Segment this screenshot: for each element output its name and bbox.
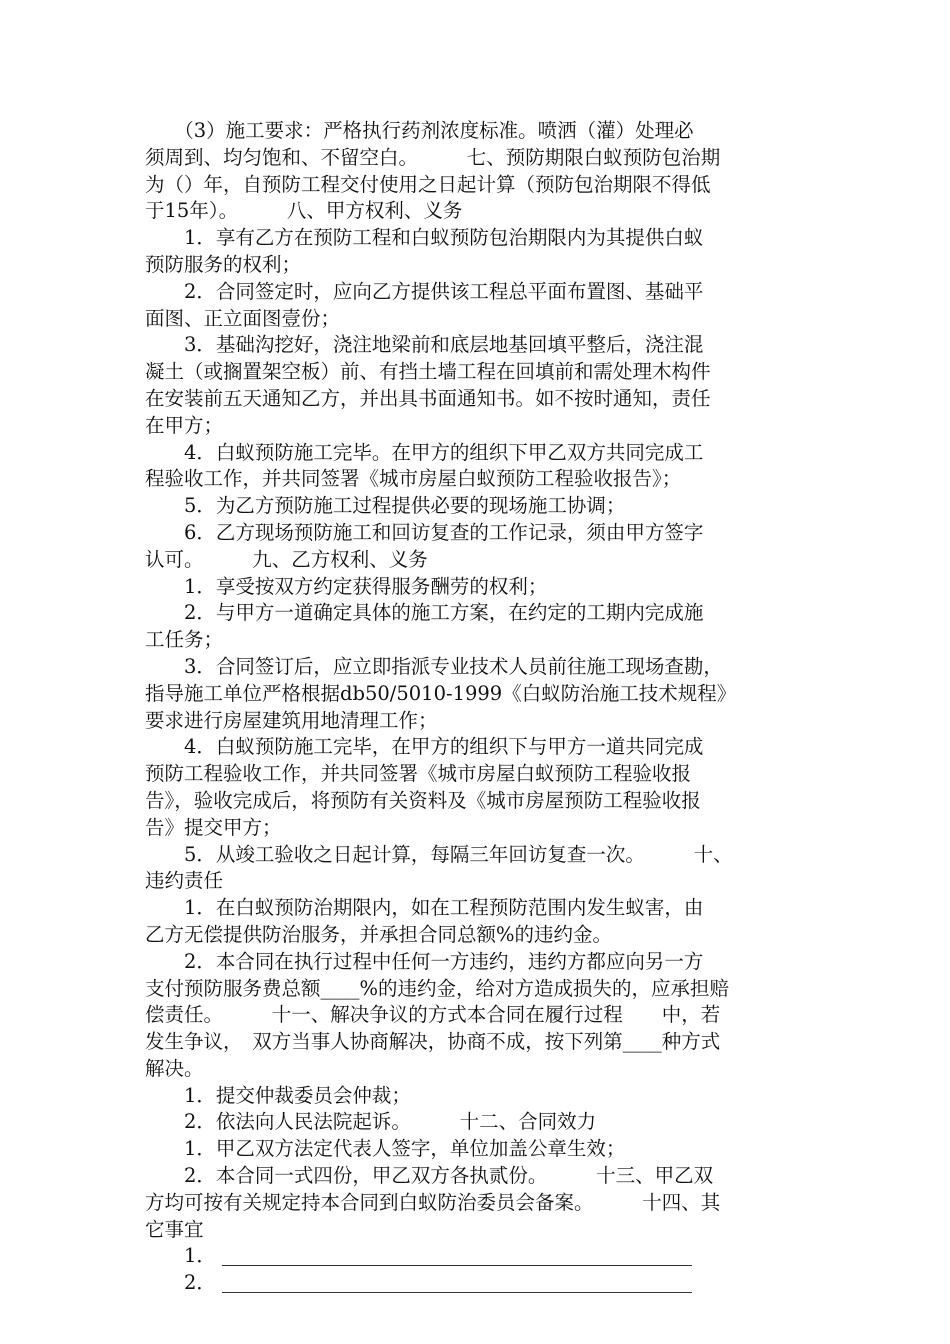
paragraph bbox=[145, 440, 805, 494]
fill-in-line bbox=[222, 1272, 692, 1293]
text-line: 告》，验收完成后，将预防有关资料及《城市房屋预防工程验收报 bbox=[145, 788, 701, 812]
text-line: 支付预防服务费总额____%的违约金，给对方造成损失的，应承担赔 bbox=[145, 976, 730, 1000]
text-line: 6．乙方现场预防施工和回访复查的工作记录，须由甲方签字 bbox=[145, 520, 704, 544]
text-line: 5．从竣工验收之日起计算，每隔三年回访复查一次。 十、 bbox=[145, 842, 733, 866]
text-line: 预防工程验收工作，并共同签署《城市房屋白蚁预防工程验收报 bbox=[145, 762, 692, 786]
text-line: 2．与甲方一道确定具体的施工方案，在约定的工期内完成施 bbox=[145, 601, 704, 625]
text-line: 于15年）。 八、甲方权利、义务 bbox=[145, 199, 463, 223]
text-line: 2．合同签定时，应向乙方提供该工程总平面布置图、基础平 bbox=[145, 279, 704, 303]
text-line: 方均可按有关规定持本合同到白蚁防治委员会备案。 十四、其 bbox=[145, 1190, 721, 1214]
text-line: 3．合同签订后，应立即指派专业技术人员前往施工现场查勘， bbox=[145, 654, 723, 678]
blank-item bbox=[145, 1270, 805, 1297]
paragraph bbox=[145, 574, 805, 601]
text-line: 1．享受按双方约定获得服务酬劳的权利； bbox=[145, 574, 548, 598]
text-line: 它事宜 bbox=[145, 1217, 204, 1241]
text-line: 偿责任。 十一、解决争议的方式本合同在履行过程 中，若 bbox=[145, 1003, 721, 1027]
text-line: 须周到、均匀饱和、不留空白。 七、预防期限白蚁预防包治期 bbox=[145, 145, 721, 169]
text-line: 1．甲乙双方法定代表人签字，单位加盖公章生效； bbox=[145, 1137, 626, 1161]
text-line: 1．在白蚁预防治期限内，如在工程预防范围内发生蚁害，由 bbox=[145, 896, 704, 920]
text-line: 面图、正立面图壹份； bbox=[145, 306, 341, 330]
blank-item bbox=[145, 1243, 805, 1270]
paragraph bbox=[145, 654, 805, 734]
text-line: 2．本合同一式四份，甲乙双方各执贰份。 十三、甲乙双 bbox=[145, 1164, 714, 1188]
fill-in-line bbox=[222, 1245, 692, 1266]
text-line: 在甲方； bbox=[145, 413, 224, 437]
paragraph bbox=[145, 600, 805, 654]
text-line: 1．提交仲裁委员会仲裁； bbox=[145, 1083, 411, 1107]
paragraph bbox=[145, 734, 805, 841]
paragraph bbox=[145, 842, 805, 896]
paragraph bbox=[145, 225, 805, 279]
text-line: 乙方无偿提供防治服务，并承担合同总额%的违约金。 bbox=[145, 922, 613, 946]
text-line: 要求进行房屋建筑用地清理工作； bbox=[145, 708, 438, 732]
text-line: 认可。 九、乙方权利、义务 bbox=[145, 547, 428, 571]
text-line: 2．本合同在执行过程中任何一方违约，违约方都应向另一方 bbox=[145, 949, 704, 973]
text-line: 5．为乙方预防施工过程提供必要的现场施工协调； bbox=[145, 494, 626, 518]
text-line: （3）施工要求：严格执行药剂浓度标准。喷洒（灌）处理必 bbox=[145, 119, 694, 142]
paragraph bbox=[145, 332, 805, 439]
text-line: 发生争议， 双方当事人协商解决，协商不成，按下列第____种方式 bbox=[145, 1030, 721, 1054]
text-line: 4．白蚁预防施工完毕。在甲方的组织下甲乙双方共同完成工 bbox=[145, 440, 704, 464]
paragraph bbox=[145, 279, 805, 333]
paragraph bbox=[145, 520, 805, 574]
paragraph bbox=[145, 1163, 805, 1243]
paragraph bbox=[145, 1136, 805, 1163]
blank-item-label: 1． bbox=[145, 1244, 216, 1268]
text-line: 4．白蚁预防施工完毕，在甲方的组织下与甲方一道共同完成 bbox=[145, 735, 704, 759]
paragraph bbox=[145, 949, 805, 1083]
text-line: 违约责任 bbox=[145, 869, 224, 893]
blank-items bbox=[145, 1243, 805, 1297]
paragraph bbox=[145, 895, 805, 949]
text-line: 为（）年，自预防工程交付使用之日起计算（预防包治期限不得低 bbox=[145, 172, 711, 196]
text-line: 2．依法向人民法院起诉。 十二、合同效力 bbox=[145, 1110, 597, 1134]
paragraph bbox=[145, 1109, 805, 1136]
text-line: 程验收工作，并共同签署《城市房屋白蚁预防工程验收报告》； bbox=[145, 467, 682, 491]
text-line: 3．基础沟挖好，浇注地梁前和底层地基回填平整后，浇注混 bbox=[145, 333, 704, 357]
text-line: 指导施工单位严格根据db50/5010-1999《白蚁防治施工技术规程》 bbox=[145, 681, 737, 705]
blank-item-label: 2． bbox=[145, 1271, 216, 1295]
text-line: 凝土（或搁置架空板）前、有挡土墙工程在回填前和需处理木构件 bbox=[145, 360, 711, 384]
document-body bbox=[145, 118, 805, 1243]
text-line: 预防服务的权利； bbox=[145, 252, 302, 276]
text-line: 工任务； bbox=[145, 628, 224, 652]
text-line: 解决。 bbox=[145, 1056, 204, 1080]
paragraph bbox=[145, 1083, 805, 1110]
paragraph bbox=[145, 118, 805, 225]
document-page bbox=[145, 118, 805, 1297]
text-line: 1．享有乙方在预防工程和白蚁预防包治期限内为其提供白蚁 bbox=[145, 226, 704, 250]
text-line: 在安装前五天通知乙方，并出具书面通知书。如不按时通知，责任 bbox=[145, 386, 711, 410]
text-line: 告》提交甲方； bbox=[145, 815, 282, 839]
paragraph bbox=[145, 493, 805, 520]
